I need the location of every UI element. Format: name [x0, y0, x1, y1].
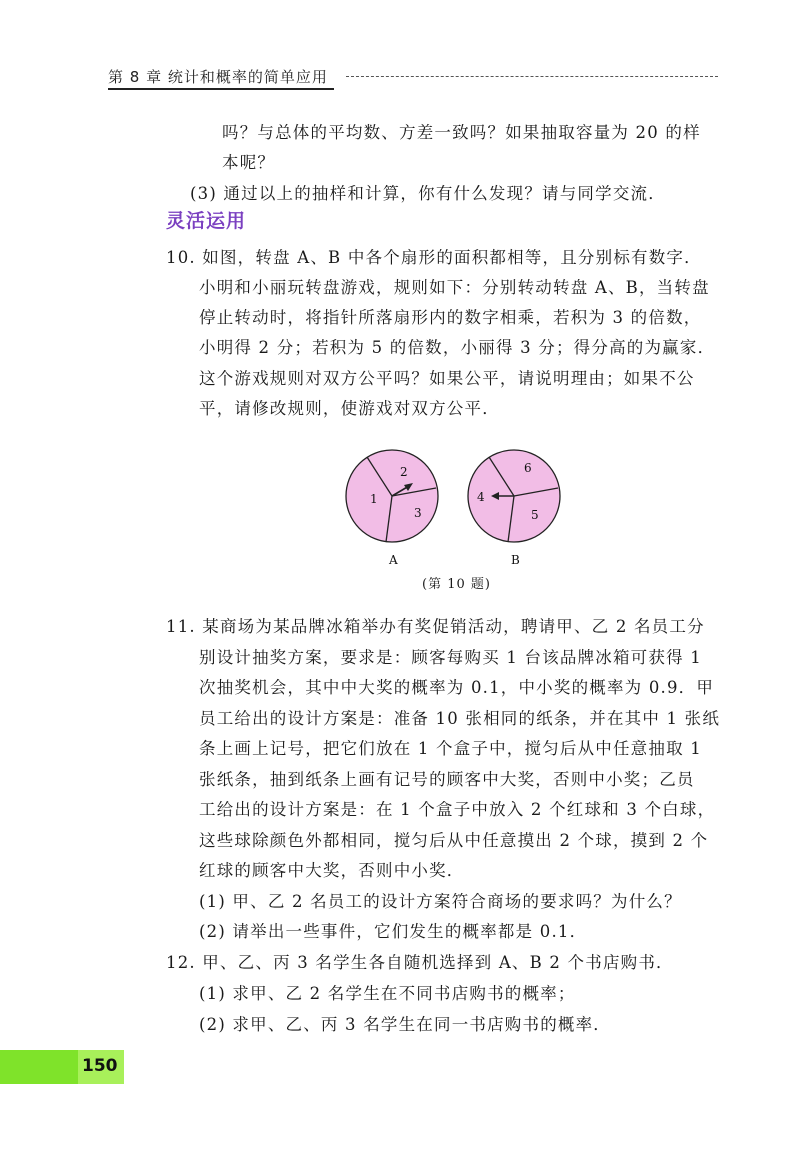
problem10-line-5: 这个游戏规则对双方公平吗？如果公平，请说明理由；如果不公: [199, 369, 695, 388]
problem11-line-5: 条上画上记号，把它们放在 1 个盒子中，搅匀后从中任意抽取 1: [199, 739, 702, 758]
figure-caption: (第 10 题): [422, 577, 491, 592]
header-rule: [108, 88, 334, 90]
problem11-line-9: 红球的顾客中大奖，否则中小奖．: [199, 861, 465, 880]
problem11-line-7: 工给出的设计方案是：在 1 个盒子中放入 2 个红球和 3 个白球，: [199, 800, 716, 819]
wheel-b-label: B: [511, 553, 520, 567]
intro-line-2: 本呢？: [222, 153, 276, 172]
problem10-line-4: 小明得 2 分；若积为 5 的倍数，小丽得 3 分；得分高的为赢家．: [199, 338, 716, 357]
wheel-b-number-4: 4: [477, 490, 485, 504]
wheel-b-number-6: 6: [524, 461, 532, 475]
intro-line-1: 吗？与总体的平均数、方差一致吗？如果抽取容量为 20 的样: [222, 123, 701, 142]
problem11-line-3: 次抽奖机会，其中中大奖的概率为 0.1，中小奖的概率为 0.9．甲: [199, 678, 715, 697]
problem10-line-6: 平，请修改规则，使游戏对双方公平．: [199, 399, 500, 418]
problem10-line-1: 10. 如图，转盘 A、B 中各个扇形的面积都相等，且分别标有数字．: [166, 248, 702, 267]
problem11-line-8: 这些球除颜色外都相同，搅匀后从中任意摸出 2 个球，摸到 2 个: [199, 831, 709, 850]
wheel-b: [468, 450, 560, 567]
problem11-part-1: (1) 甲、乙 2 名员工的设计方案符合商场的要求吗？为什么？: [199, 892, 682, 911]
wheel-b-number-5: 5: [531, 508, 539, 522]
problem11-part-2: (2) 请举出一些事件，它们发生的概率都是 0.1．: [199, 922, 588, 941]
problem12-line-1: 12. 甲、乙、丙 3 名学生各自随机选择到 A、B 2 个书店购书．: [166, 953, 674, 972]
wheel-a: [346, 450, 438, 567]
wheel-a-number-3: 3: [414, 506, 422, 520]
page-number: 150: [82, 1056, 118, 1076]
page-header: [108, 66, 718, 88]
wheel-a-number-2: 2: [400, 465, 408, 479]
wheel-a-number-1: 1: [370, 492, 378, 506]
wheel-a-label: A: [389, 553, 398, 567]
intro-line-3: (3) 通过以上的抽样和计算，你有什么发现？请与同学交流．: [190, 184, 666, 203]
problem11-line-2: 别设计抽奖方案，要求是：顾客每购买 1 台该品牌冰箱可获得 1: [199, 648, 702, 667]
chapter-title: 第 8 章 统计和概率的简单应用: [108, 68, 328, 86]
problem12-part-2: (2) 求甲、乙、丙 3 名学生在同一书店购书的概率．: [199, 1015, 612, 1034]
spinner-figure: [336, 446, 576, 586]
problem11-line-4: 员工给出的设计方案是：准备 10 张相同的纸条，并在其中 1 张纸: [199, 709, 721, 728]
problem10-line-2: 小明和小丽玩转盘游戏，规则如下：分别转动转盘 A、B，当转盘: [199, 278, 710, 297]
page-number-tab: [0, 1050, 124, 1084]
problem11-line-6: 张纸条，抽到纸条上画有记号的顾客中大奖，否则中小奖；乙员: [199, 770, 695, 789]
problem12-part-1: (1) 求甲、乙 2 名学生在不同书店购书的概率；: [199, 984, 576, 1003]
header-dashed-line: [346, 76, 718, 77]
section-title: 灵活运用: [166, 210, 247, 232]
problem11-line-1: 11. 某商场为某品牌冰箱举办有奖促销活动，聘请甲、乙 2 名员工分: [166, 617, 705, 636]
problem10-line-3: 停止转动时，将指针所落扇形内的数字相乘，若积为 3 的倍数，: [199, 308, 702, 327]
